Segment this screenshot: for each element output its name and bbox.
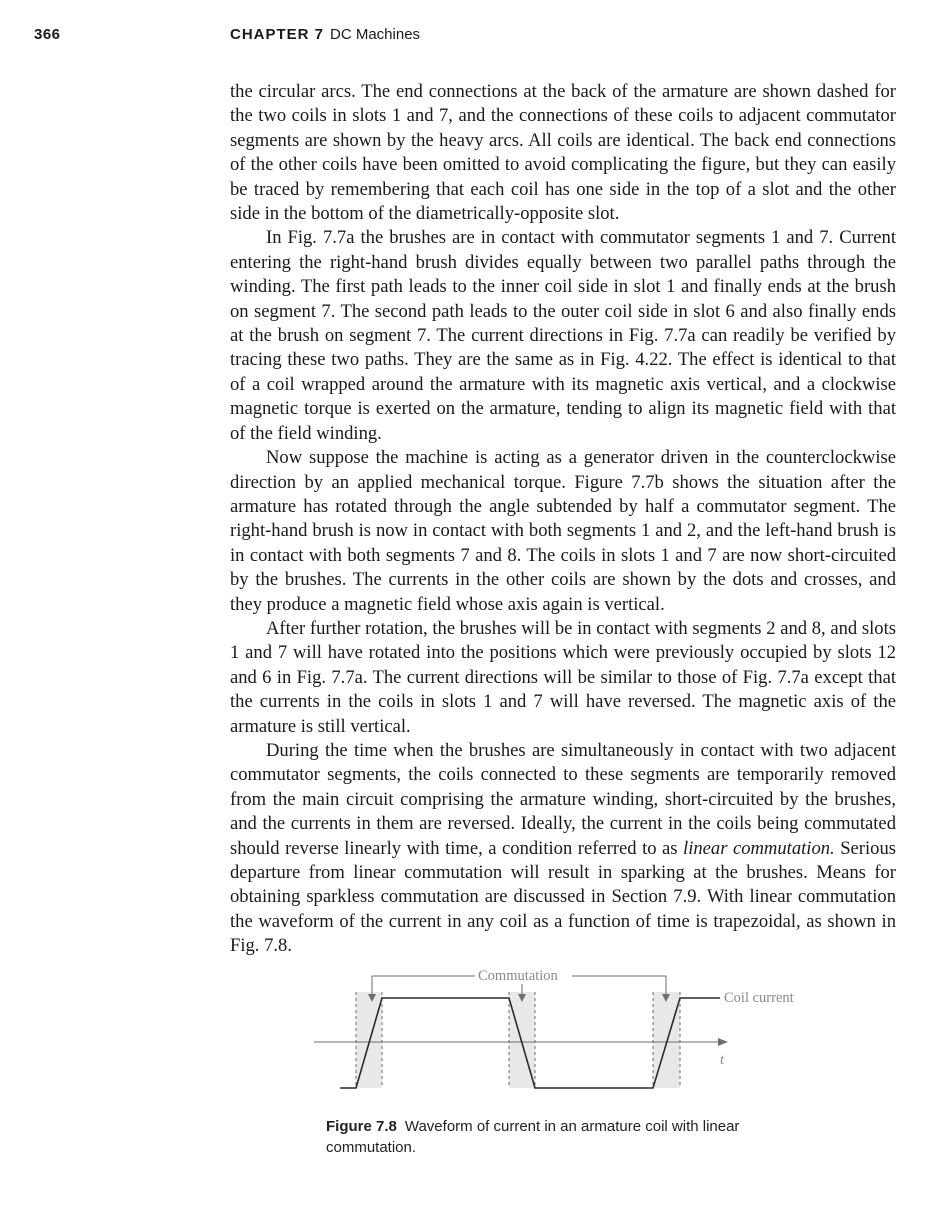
paragraph-4: After further rotation, the brushes will be in contact with segments 2 and 8, and slots 1 and 7 will have rotated into the positions which were previously occupied by slots 12 and 6 in Fig. 7.7a. The current directions will be similar to those of Fig. 7.7a except that the currents in the coils in slots 1 and 7 will have reversed. The magnetic axis of the armature is still vertical.	[230, 617, 896, 737]
time-axis-label: t	[720, 1052, 725, 1068]
commutation-label: Commutation	[478, 968, 558, 984]
caption-figure-number: Figure 7.8	[326, 1118, 397, 1135]
bracket-right	[572, 976, 666, 996]
chapter-label: CHAPTER 7	[230, 26, 325, 43]
page-number: 366	[34, 26, 61, 43]
paragraph-5-start: During the time when the brushes are simultaneously in contact with two adjacent commutator segments, the coils connected to these segments are temporarily removed from the main circuit comprising the armature winding, short-circuited by the brushes, and the currents in them are reversed. Ideally, the current in the coils being commutated should reverse linearly with time, a condition referred to as	[230, 739, 896, 859]
paragraph-2: In Fig. 7.7a the brushes are in contact with commutator segments 1 and 7. Current entering the right-hand brush divides equally between two parallel paths through the winding. The first path leads to the inner coil side in slot 1 and finally ends at the brush on segment 7. The second path leads to the outer coil side in slot 6 and also finally ends at the brush on segment 7. The current directions in Fig. 7.7a can readily be verified by tracing these two paths. They are the same as in Fig. 4.22. The effect is identical to that of a coil wrapped around the armature with its magnetic axis vertical, and a clockwise magnetic torque is exerted on the armature, tending to align its magnetic field with that of the field winding.	[230, 227, 896, 444]
bracket-left	[372, 976, 475, 996]
page-header	[34, 26, 914, 46]
chapter-title: DC Machines	[330, 26, 421, 43]
paragraph-5	[230, 739, 896, 959]
figure-caption	[326, 1116, 776, 1158]
waveform-diagram	[310, 964, 830, 1094]
paragraph-1: the circular arcs. The end connections at the back of the armature are shown dashed for the two coils in slots 1 and 7, and the connections of these coils to adjacent commutator segments are shown by the heavy arcs. All coils are identical. The back end connections of the other coils have been omitted to avoid complicating the figure, but they can easily be traced by remembering that each coil has one side in the top of a slot and the other side in the bottom of the diametrically-opposite slot.	[230, 81, 896, 225]
paragraph-3: Now suppose the machine is acting as a generator driven in the counterclockwise direction by an applied mechanical torque. Figure 7.7b shows the situation after the armature has rotated through the angle subtended by half a commutator segment. The right-hand brush is now in contact with both segments 1 and 2, and the left-hand brush is in contact with both segments 7 and 8. The coils in slots 1 and 7 are now short-circuited by the brushes. The currents in the other coils are shown by the dots and crosses, and they produce a magnetic field whose axis again is vertical.	[230, 447, 896, 615]
coil-current-label: Coil current	[724, 990, 794, 1006]
body-text	[230, 80, 896, 959]
emphasis-linear-commutation: linear commutation.	[683, 837, 835, 859]
caption-text: Waveform of current in an armature coil with linear commutation.	[326, 1118, 740, 1156]
running-head	[230, 26, 420, 43]
time-axis-arrowhead	[718, 1038, 728, 1046]
paragraph-5-end: Serious departure from linear commutation will result in sparking at the brushes. Means for obtaining sparkless commutation are discussed in Section 7.9. With linear commutation the waveform of the current in any coil as a function of time is trapezoidal, as shown in Fig. 7.8.	[230, 837, 896, 957]
figure-7-8	[310, 964, 830, 1094]
